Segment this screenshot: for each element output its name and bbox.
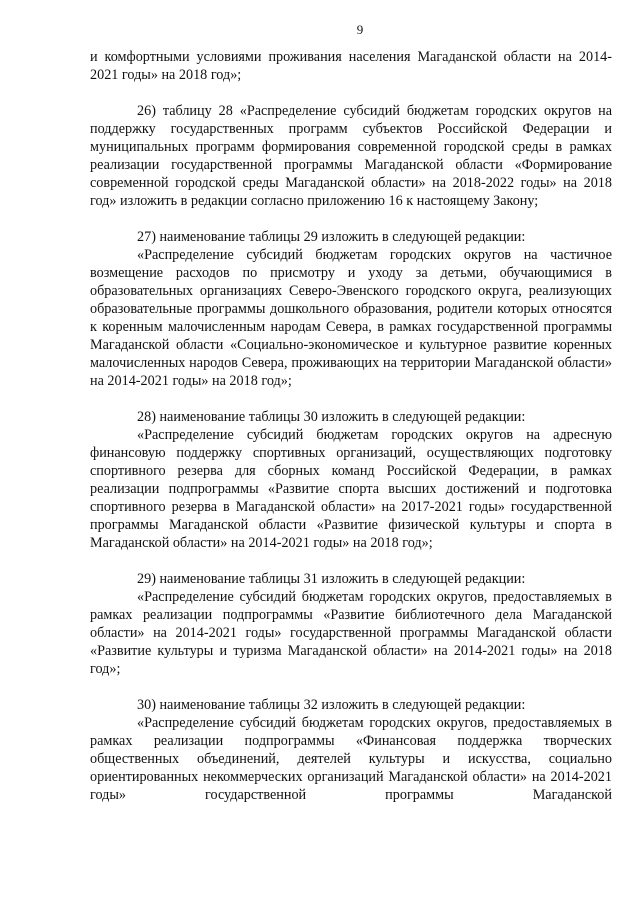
paragraph: «Распределение субсидий бюджетам городских округов, предоставляемых в рамках реализации подпрограммы «Финансовая поддержка творческих общественных объединений, деятелей культуры и искусства, социально ориентированных некоммерческих организаций Магаданской области» на 2014-2021 годы» государственной программы Магаданской [90,715,612,803]
paragraph-gap [90,678,612,696]
page-number: 9 [356,22,364,37]
paragraph-gap [90,552,612,570]
paragraph: и комфортными условиями проживания населения Магаданской области на 2014-2021 годы» на 2018 год»; [90,49,612,83]
paragraph: «Распределение субсидий бюджетам городских округов, предоставляемых в рамках реализации подпрограммы «Развитие библиотечного дела Магаданской области» на 2014-2021 годы» государственной программы Магаданской области «Развитие культуры и туризма Магаданской области» на 2014-2021 годы» на 2018 год»; [90,589,612,677]
paragraph: 30) наименование таблицы 32 изложить в следующей редакции: [137,697,526,713]
paragraph-gap [90,210,612,228]
paragraph: 28) наименование таблицы 30 изложить в следующей редакции: [137,409,526,425]
paragraph: 26) таблицу 28 «Распределение субсидий бюджетам городских округов на поддержку государственных программ субъектов Российской Федерации и муниципальных программ формирования современной городской среды в рамках реализации государственной программы Магаданской области «Формирование современной городской среды Магаданской области» на 2018-2022 годы» на 2018 год» изложить в редакции согласно приложению 16 к настоящему Закону; [90,103,612,209]
document-body [90,48,612,804]
paragraph-gap [90,84,612,102]
paragraph: «Распределение субсидий бюджетам городских округов на адресную финансовую поддержку спортивных организаций, осуществляющих подготовку спортивного резерва для сборных команд Российской Федерации, в рамках реализации подпрограммы «Развитие спорта высших достижений и подготовка спортивного резерва в Магаданской области» на 2017-2021 годы» государственной программы Магаданской области «Развитие физической культуры и спорта в Магаданской области» на 2014-2021 годы» на 2018 год»; [90,427,612,551]
paragraph: 27) наименование таблицы 29 изложить в следующей редакции: [137,229,526,245]
paragraph: 29) наименование таблицы 31 изложить в следующей редакции: [137,571,526,587]
paragraph-gap [90,390,612,408]
paragraph: «Распределение субсидий бюджетам городских округов на частичное возмещение расходов по присмотру и уходу за детьми, обучающимися в образовательных организациях Северо-Эвенского городского округа, реализующих образовательные программы дошкольного образования, родители которых относятся к коренным малочисленным народам Севера, в рамках государственной программы Магаданской области «Социально-экономическое и культурное развитие коренных малочисленных народов Севера, проживающих на территории Магаданской области» на 2014-2021 годы» на 2018 год»; [90,247,612,389]
document-page [90,22,612,804]
